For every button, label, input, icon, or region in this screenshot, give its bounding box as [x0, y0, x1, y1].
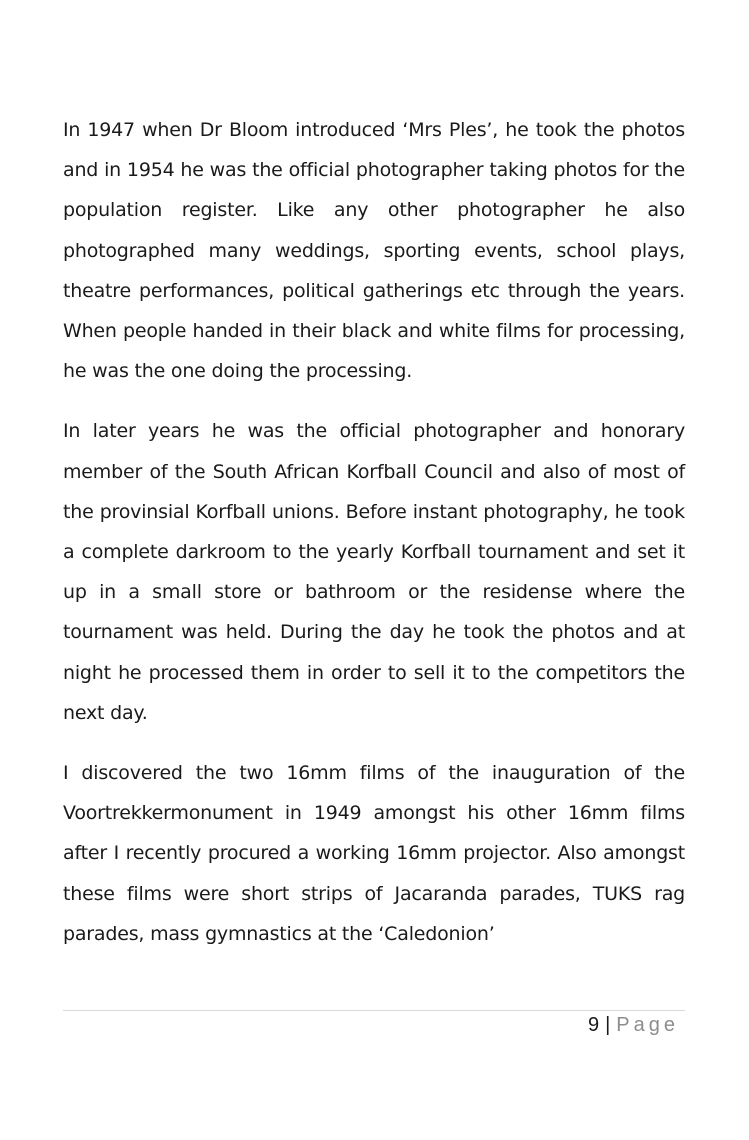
- paragraph-1: In 1947 when Dr Bloom introduced ‘Mrs Ples’, he took the photos and in 1954 he was the official photographer taking photos for the population register. Like any other photographer he also photographed many weddings, sporting events, school plays, theatre performances, political gatherings etc through the years. When people handed in their black and white films for processing, he was the one doing the processing.: [63, 119, 685, 383]
- page-footer: [588, 1014, 679, 1037]
- footer-separator: |: [605, 1014, 611, 1036]
- body-text: [63, 110, 685, 974]
- footer-divider: [63, 1010, 685, 1011]
- paragraph-2: In later years he was the official photographer and honorary member of the South African Korfball Council and also of most of the provinsial Korfball unions. Before instant photography, he took a complete darkroom to the yearly Korfball tournament and set it up in a small store or bathroom or the residense where the tournament was held. During the day he took the photos and at night he processed them in order to sell it to the competitors the next day.: [63, 420, 685, 724]
- paragraph-3: I discovered the two 16mm films of the inauguration of the Voortrekkermonument in 1949 amongst his other 16mm films after I recently procured a working 16mm projector. Also amongst these films were short strips of Jacaranda parades, TUKS rag parades, mass gymnastics at the ‘Caledonion’: [63, 762, 685, 945]
- page-label: Page: [616, 1014, 679, 1036]
- page-number: 9: [587, 1014, 600, 1036]
